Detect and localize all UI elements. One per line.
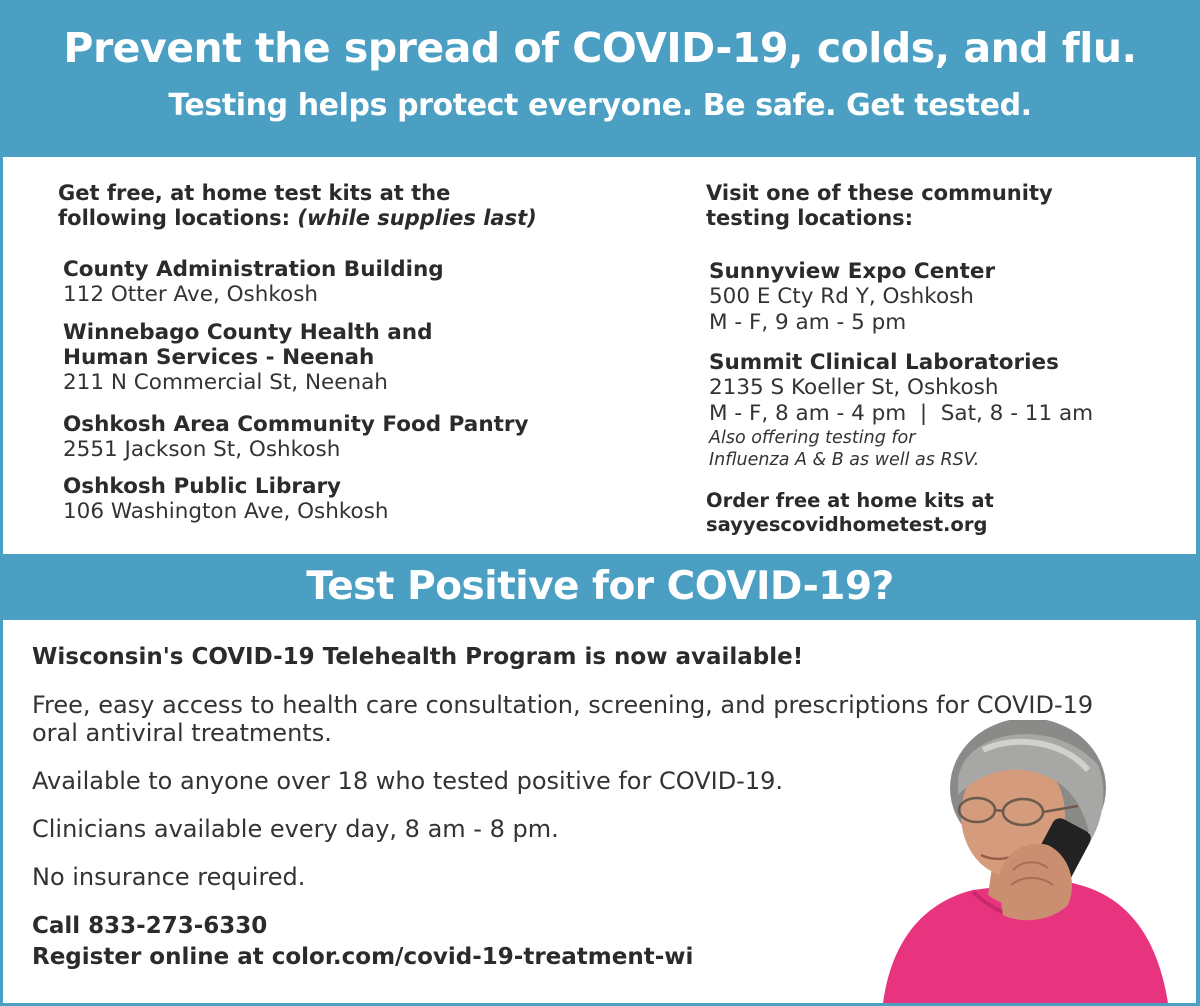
location-name: County Administration Building [63, 257, 444, 282]
eligibility-text: Available to anyone over 18 who tested positive for COVID-19. [32, 767, 784, 795]
testing-site [709, 350, 1186, 471]
testing-site-intro [706, 181, 1186, 231]
testing-intro-line2: testing locations: [706, 206, 914, 230]
woman-on-phone-photo [863, 720, 1183, 1003]
subheadline: Testing helps protect everyone. Be safe. Get tested. [168, 88, 1032, 123]
headline: Prevent the spread of COVID-19, colds, and flu. [63, 24, 1137, 72]
telehealth-heading: Wisconsin's COVID-19 Telehealth Program is now available! [32, 644, 804, 670]
location-name: Oshkosh Area Community Food Pantry [63, 412, 529, 437]
testing-site-list [709, 259, 1186, 471]
location-address: 106 Washington Ave, Oshkosh [63, 499, 389, 524]
home-kit-location [63, 320, 638, 395]
order-url: sayyescovidhometest.org [706, 513, 988, 536]
location-address: 112 Otter Ave, Oshkosh [63, 282, 319, 307]
location-address: 211 N Commercial St, Neenah [63, 370, 388, 395]
supplies-note: (while supplies last) [297, 206, 537, 230]
location-name: Winnebago County Health and [63, 320, 433, 345]
home-kit-intro-line1: Get free, at home test kits at the [58, 181, 451, 205]
location-name: Oshkosh Public Library [63, 474, 342, 499]
site-name: Summit Clinical Laboratories [709, 350, 1059, 375]
hours-text: Clinicians available every day, 8 am - 8 pm. [32, 815, 559, 843]
home-kit-location-list [63, 257, 638, 524]
site-hours: M - F, 8 am - 4 pm | Sat, 8 - 11 am [709, 401, 1094, 426]
site-name: Sunnyview Expo Center [709, 259, 996, 284]
site-note: Influenza A & B as well as RSV. [709, 450, 980, 470]
testing-site [709, 259, 1186, 336]
telehealth-description: Free, easy access to health care consultation, screening, and prescriptions for COVID-19 oral antiviral treatments. [32, 691, 1094, 747]
home-kit-intro [58, 181, 638, 231]
testing-intro-line1: Visit one of these community [706, 181, 1053, 205]
home-kit-location [63, 412, 638, 462]
home-kit-intro-line2: following locations: [58, 206, 298, 230]
positive-section-title: Test Positive for COVID-19? [306, 564, 894, 609]
site-hours: M - F, 9 am - 5 pm [709, 310, 907, 335]
phone-number: Call 833-273-6330 [32, 913, 268, 939]
location-name: Human Services - Neenah [63, 345, 375, 370]
order-line: Order free at home kits at [706, 489, 994, 512]
home-kit-location [63, 257, 638, 307]
home-kit-column [58, 181, 638, 524]
telehealth-panel [3, 620, 1196, 1003]
testing-site-column [706, 181, 1186, 537]
site-address: 2135 S Koeller St, Oshkosh [709, 375, 999, 400]
top-banner [0, 0, 1200, 157]
order-kits-note [706, 489, 1186, 537]
location-address: 2551 Jackson St, Oshkosh [63, 437, 341, 462]
insurance-text: No insurance required. [32, 863, 306, 891]
register-url: Register online at color.com/covid-19-treatment-wi [32, 944, 694, 970]
site-note: Also offering testing for [709, 428, 916, 448]
home-kit-location [63, 474, 638, 524]
site-address: 500 E Cty Rd Y, Oshkosh [709, 284, 974, 309]
locations-panel [3, 157, 1196, 554]
